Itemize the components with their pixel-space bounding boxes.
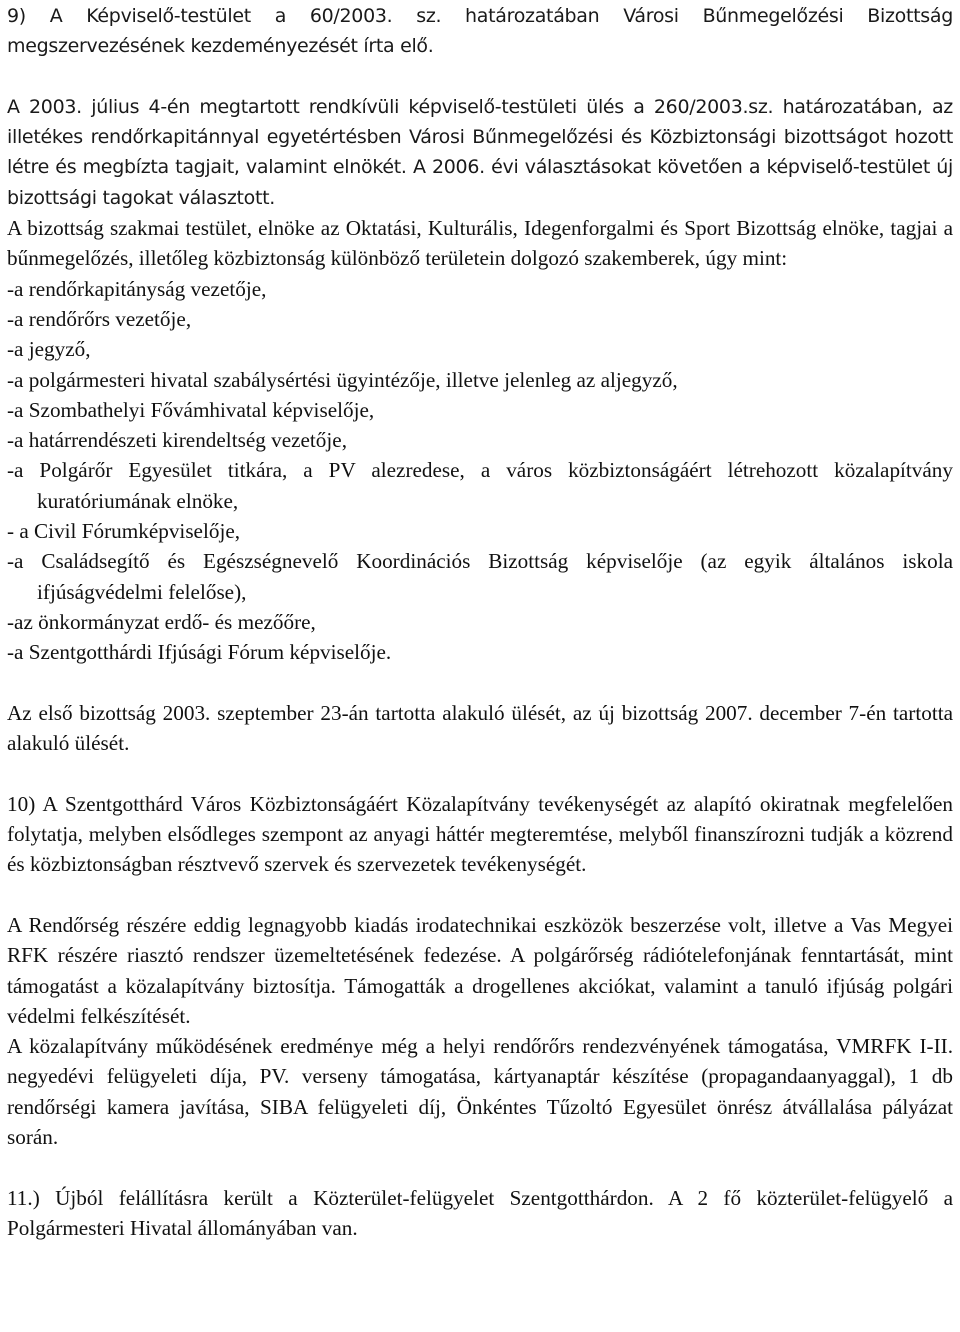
- section-11-paragraph: 11.) Újból felállításra került a Közterület-felügyelet Szentgotthárdon. A 2 fő közterület-felügyelő a Polgármesteri Hivatal állományában van.: [7, 1185, 953, 1240]
- spacer: [7, 1152, 953, 1182]
- spacer: [7, 758, 953, 788]
- spacer: [7, 880, 953, 910]
- section-10-paragraph-results: A közalapítvány működésének eredménye még a helyi rendőrőrs rendezvényének támogatása, VMRFK I-II. negyedévi felügyeleti díja, PV. verseny támogatása, kártyanaptár készítése (propagandaanyaggal), 1 db rendőrségi kamera javítása, SIBA felügyeleti díj, Önkéntes Tűzoltó Egyesület önrész átvállalása pályázat során.: [7, 1034, 953, 1149]
- list-item: -a Családsegítő és Egészségnevelő Koordinációs Bizottság képviselője (az egyik általános iskola ifjúságvédelmi felelőse),: [7, 549, 953, 604]
- list-item: - a Civil Fórumképviselője,: [7, 519, 241, 544]
- document-page: [7, 1, 953, 1243]
- spacer: [7, 62, 953, 92]
- list-item: -az önkormányzat erdő- és mezőőre,: [7, 609, 316, 634]
- section-10-paragraph-expenses: A Rendőrség részére eddig legnagyobb kiadás irodatechnikai eszközök beszerzése volt, illetve a Vas Megyei RFK részére riasztó rendszer üzemeltetésének fedezése. A polgárőrség rádiótelefonjának fenntartását, mint támogatást a közalapítvány biztosítja. Támogatták a drogellenes akciókat, valamint a tanuló ifjúság polgári védelmi felkészítését.: [7, 912, 953, 1028]
- list-item: -a rendőrkapitányság vezetője,: [7, 276, 267, 301]
- section-9-heading: 9) A Képviselő-testület a 60/2003. sz. határozatában Városi Bűnmegelőzési Bizottság megszervezésének kezdeményezését írta elő.: [7, 5, 953, 58]
- section-9-paragraph-founding: A 2003. július 4-én megtartott rendkívüli képviselő-testületi ülés a 260/2003.sz. határozatában, az illetékes rendőrkapitánnyal egyetértésben Városi Bűnmegelőzési és Közbiztonsági bizottságot hozott létre és megbízta tagjait, valamint elnökét. A 2006. évi választásokat követően a képviselő-testület új bizottsági tagokat választott.: [7, 95, 953, 209]
- spacer: [7, 668, 953, 698]
- section-9-paragraph-meetings: Az első bizottság 2003. szeptember 23-án tartotta alakuló ülését, az új bizottság 2007. december 7-én tartotta alakuló ülését.: [7, 700, 953, 756]
- list-item: -a Polgárőr Egyesület titkára, a PV alezredese, a város közbiztonságáért létrehozott közalapítvány kuratóriumának elnöke,: [7, 458, 953, 513]
- committee-members-list: [7, 274, 953, 668]
- list-item: -a jegyző,: [7, 337, 91, 362]
- list-item: -a Szombathelyi Fővámhivatal képviselője,: [7, 397, 375, 422]
- list-item: -a határrendészeti kirendeltség vezetője,: [7, 428, 347, 453]
- list-item: -a polgármesteri hivatal szabálysértési ügyintézője, illetve jelenleg az aljegyző,: [7, 367, 678, 392]
- list-item: -a rendőrőrs vezetője,: [7, 306, 192, 331]
- section-10-paragraph-foundation: 10) A Szentgotthárd Város Közbiztonságáért Közalapítvány tevékenységét az alapító okiratnak megfelelően folytatja, melyben elsődleges szempont az anyagi háttér megteremtése, melyből finanszírozni tudják a közrend és közbiztonságban résztvevő szervek és szervezetek tevékenységét.: [7, 791, 953, 877]
- section-9-paragraph-composition: A bizottság szakmai testület, elnöke az Oktatási, Kulturális, Idegenforgalmi és Sport Bizottság elnöke, tagjai a bűnmegelőzés, illetőleg közbiztonság különböző területein dolgozó szakemberek, úgy mint:: [7, 216, 953, 271]
- list-item: -a Szentgotthárdi Ifjúsági Fórum képviselője.: [7, 640, 392, 665]
